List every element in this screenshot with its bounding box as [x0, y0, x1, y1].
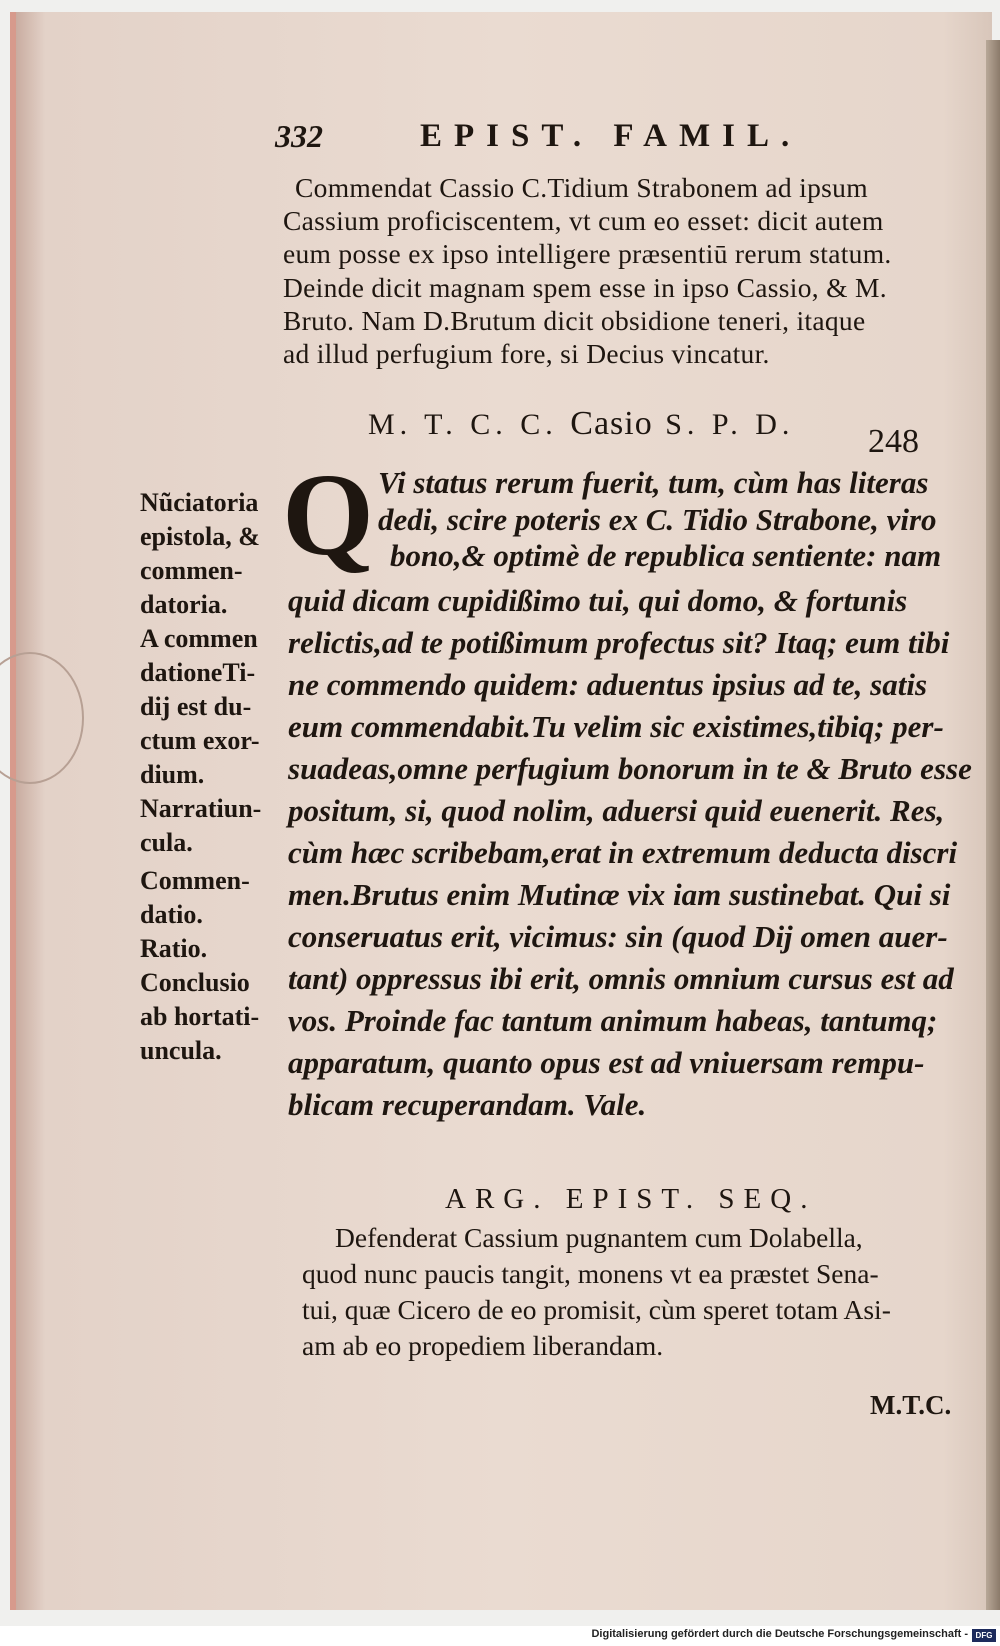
page-number: 332: [275, 118, 323, 154]
book-cover-edge: [986, 40, 1000, 1610]
letter-line: eum commendabit.Tu velim sic existimes,tibiq; per-: [288, 709, 944, 744]
margin-note: Ratio.: [140, 934, 208, 963]
argument-line: eum posse ex ipso intelligere præsentiū rerum statum.: [283, 238, 892, 269]
margin-note: Nũciatoria: [140, 488, 259, 517]
letter-heading-name: Casio: [570, 405, 653, 442]
letter-line: bono,& optimè de republica sentiente: nam: [390, 538, 942, 573]
next-argument-heading: ARG. EPIST. SEQ.: [445, 1183, 817, 1215]
letter-line: suadeas,omne perfugium bonorum in te & Bruto esse: [288, 751, 972, 786]
footer-credit: Digitalisierung gefördert durch die Deutsche Forschungsgemeinschaft -: [591, 1628, 968, 1640]
argument-line: Deinde dicit magnam spem esse in ipso Cassio, & M.: [283, 272, 887, 303]
argument-line: ad illud perfugium fore, si Decius vincatur.: [283, 338, 770, 369]
next-argument-line: Defenderat Cassium pugnantem cum Dolabella,: [335, 1222, 863, 1253]
margin-note: ctum exor-: [140, 726, 260, 755]
margin-note: dium.: [140, 760, 205, 789]
letter-line: vos. Proinde fac tantum animum habeas, tantumq;: [288, 1003, 938, 1038]
letter-heading: [368, 405, 794, 443]
letter-line: positum, si, quod nolim, aduersi quid euenerit. Res,: [288, 793, 945, 828]
letter-heading-prefix: M. T. C. C.: [368, 408, 558, 441]
catchword: M.T.C.: [870, 1390, 952, 1420]
page-tab-cutout: [0, 652, 84, 784]
margin-note: Commen-: [140, 866, 250, 895]
drop-cap: Q: [282, 449, 374, 580]
letter-line: quid dicam cupidißimo tui, qui domo, & fortunis: [288, 583, 908, 618]
margin-note: uncula.: [140, 1036, 222, 1065]
letter-line: cùm hæc scribebam,erat in extremum deducta discri: [288, 835, 958, 870]
letter-line: ne commendo quidem: aduentus ipsius ad te, satis: [288, 667, 928, 702]
footer-bar: [0, 1626, 1000, 1646]
margin-note: A commen: [140, 624, 258, 653]
letter-line: relictis,ad te potißimum profectus sit? Itaq; eum tibi: [288, 625, 950, 660]
margin-note: datoria.: [140, 590, 228, 619]
letter-number: 248: [868, 423, 919, 460]
letter-line: apparatum, quanto opus est ad vniuersam rempu-: [288, 1045, 925, 1080]
margin-note: Conclusio: [140, 968, 250, 997]
letter-line: blicam recuperandam. Vale.: [288, 1087, 647, 1122]
dfg-logo: DFG: [972, 1629, 996, 1642]
argument-line: Commendat Cassio C.Tidium Strabonem ad ipsum: [295, 172, 868, 203]
next-argument-line: tui, quæ Cicero de eo promisit, cùm speret totam Asi-: [302, 1294, 891, 1325]
letter-line: tant) oppressus ibi erit, omnis omnium cursus est ad: [288, 961, 954, 996]
margin-note: commen-: [140, 556, 243, 585]
letter-line: men.Brutus enim Mutinæ vix iam sustinebat. Qui si: [288, 877, 951, 912]
margin-note: Narratiun-: [140, 794, 262, 823]
argument-line: Cassium proficiscentem, vt cum eo esset: dicit autem: [283, 205, 884, 236]
next-argument-line: am ab eo propediem liberandam.: [302, 1330, 664, 1361]
argument-line: Bruto. Nam D.Brutum dicit obsidione teneri, itaque: [283, 305, 866, 336]
margin-note: ab hortati-: [140, 1002, 260, 1031]
next-argument-line: quod nunc paucis tangit, monens vt ea præstet Sena-: [302, 1258, 879, 1289]
margin-note: epistola, &: [140, 522, 260, 551]
margin-note: cula.: [140, 828, 193, 857]
letter-heading-suffix: S. P. D.: [665, 408, 795, 441]
letter-line: dedi, scire poteris ex C. Tidio Strabone, viro: [378, 502, 937, 537]
running-title: EPIST. FAMIL.: [420, 118, 802, 154]
margin-note: dationeTi-: [140, 658, 256, 687]
margin-note: dij est du-: [140, 692, 252, 721]
margin-note: datio.: [140, 900, 203, 929]
letter-line: Vi status rerum fuerit, tum, cùm has literas: [378, 465, 929, 500]
letter-line: conseruatus erit, vicimus: sin (quod Dij omen auer-: [288, 919, 948, 954]
